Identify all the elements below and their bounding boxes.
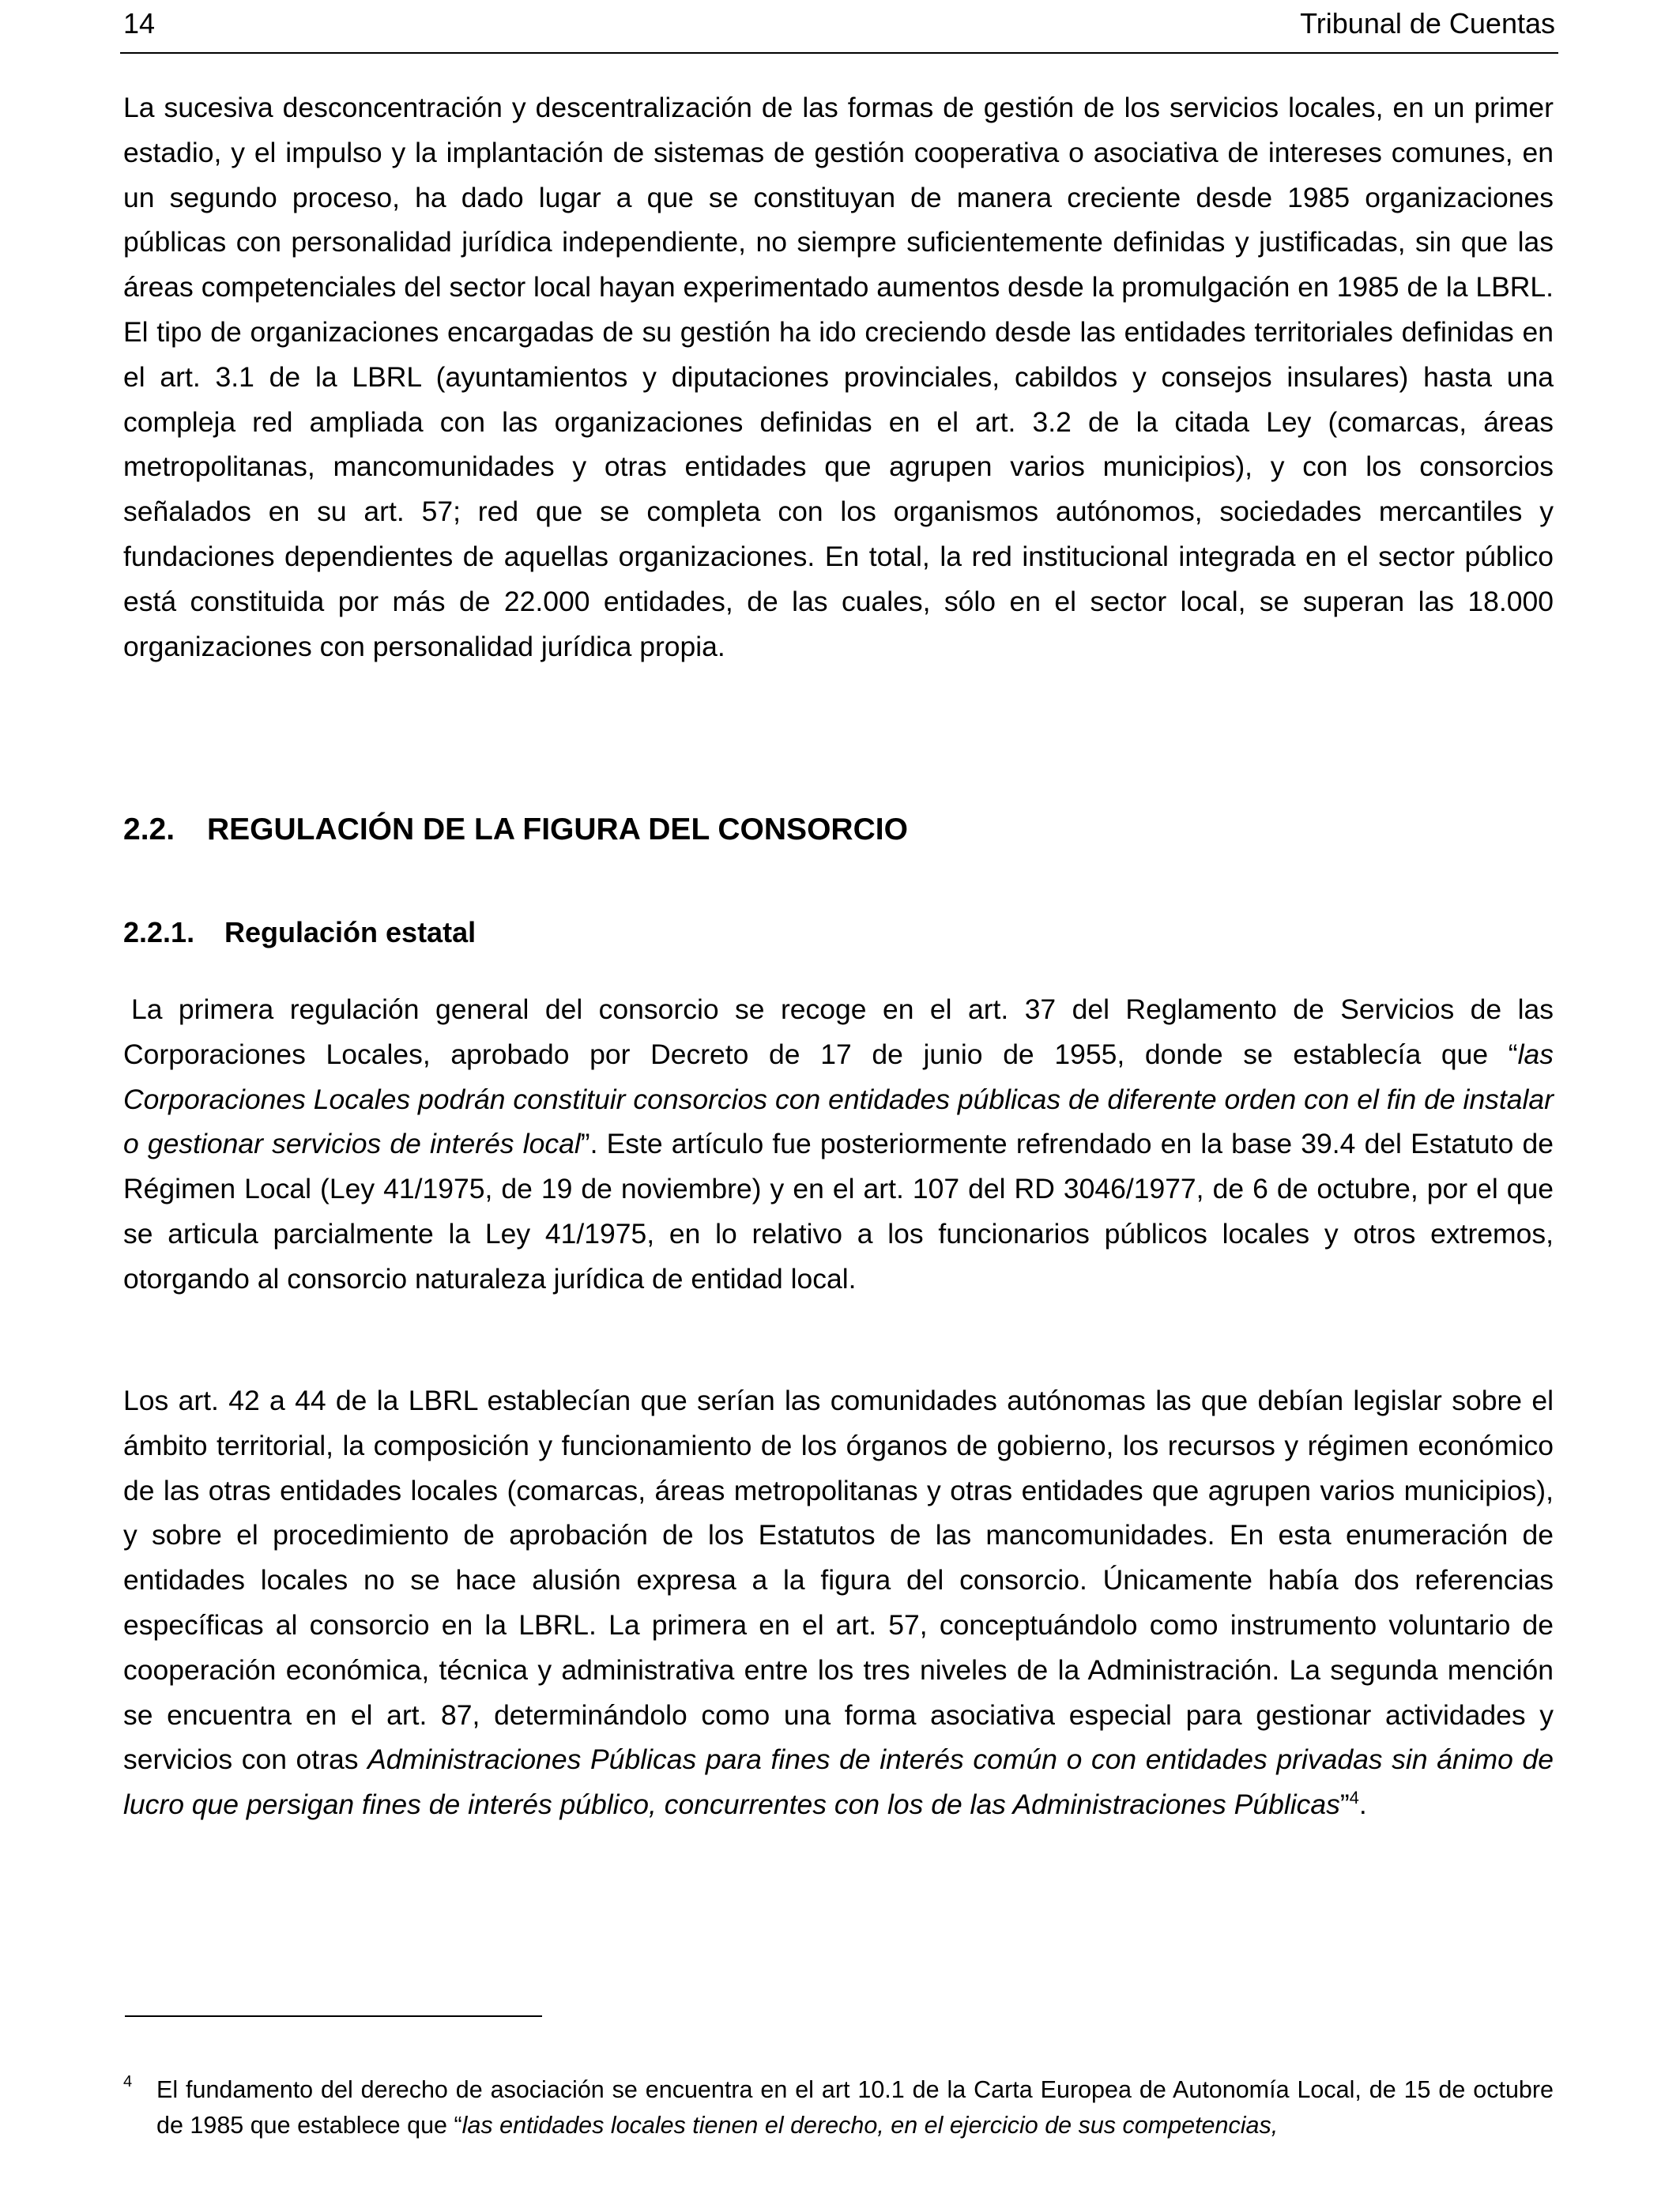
- footnote-reference[interactable]: 4: [1349, 1788, 1359, 1808]
- footnote-quote: las entidades locales tienen el derecho, en el ejercicio de sus competencias,: [461, 2112, 1279, 2139]
- subsection-title: Regulación estatal: [224, 916, 477, 948]
- footnote-mark: 4: [123, 2073, 133, 2090]
- paragraph-intro: [123, 85, 1554, 669]
- page-header: [120, 0, 1558, 54]
- footnote-text: [156, 2072, 1554, 2143]
- subsection-heading: [123, 910, 476, 955]
- footnote-separator: [125, 2015, 542, 2017]
- paragraph-lbrl-end: .: [1358, 1789, 1367, 1821]
- paragraph-state-regulation: [123, 987, 1554, 1302]
- section-number: 2.2.: [123, 812, 175, 846]
- quote-close: ”: [1339, 1789, 1350, 1821]
- section-heading: [123, 808, 908, 852]
- paragraph-state-regulation-tail: ”. Este artículo fue posteriormente refrendado en la base 39.4 del Estatuto de Régimen Local (Ley 41/1975, de 19 de noviembre) y en el art. 107 del RD 3046/1977, de 6 de octubre, por el que se articula parcialmente la Ley 41/1975, en lo relativo a los funcionarios públicos locales y otros extremos, otorgando al consorcio naturaleza jurídica de entidad local.: [123, 1128, 1554, 1295]
- quoted-regulation: las Corporaciones Locales podrán constituir consorcios con entidades públicas de diferente orden con el fin de instalar o gestionar servicios de interés local: [123, 1038, 1554, 1160]
- paragraph-state-regulation-lead: La primera regulación general del consorcio se recoge en el art. 37 del Reglamento de Servicios de las Corporaciones Locales, aprobado por Decreto de 17 de junio de 1955, donde se establecía que “: [123, 993, 1554, 1070]
- paragraph-lbrl-lead: Los art. 42 a 44 de la LBRL establecían que serían las comunidades autónomas las que debían legislar sobre el ámbito territorial, la composición y funcionamiento de los órganos de gobierno, los recursos y régimen económico de las otras entidades locales (comarcas, áreas metropolitanas y otras entidades que agrupen varios municipios), y sobre el procedimiento de aprobación de los Estatutos de las mancomunidades. En esta enumeración de entidades locales no se hace alusión expresa a la figura del consorcio. Únicamente había dos referencias específicas al consorcio en la LBRL. La primera en el art. 57, conceptuándolo como instrumento voluntario de cooperación económica, técnica y administrativa entre los tres niveles de la Administración. La segunda mención se encuentra en el art. 87, determinándolo como una forma asociativa especial para gestionar actividades y servicios con otras: [123, 1385, 1554, 1776]
- footnote-lead: El fundamento del derecho de asociación se encuentra en el art 10.1 de la Carta Europea de Autonomía Local, de 15 de octubre de 1985 que establece que “: [156, 2076, 1554, 2139]
- paragraph-intro-text: La sucesiva desconcentración y descentralización de las formas de gestión de los servicios locales, en un primer estadio, y el impulso y la implantación de sistemas de gestión cooperativa o asociativa de intereses comunes, en un segundo proceso, ha dado lugar a que se constituyan de manera creciente desde 1985 organizaciones públicas con personalidad jurídica independiente, no siempre suficientemente definidas y justificadas, sin que las áreas competenciales del sector local hayan experimentado aumentos desde la promulgación en 1985 de la LBRL. El tipo de organizaciones encargadas de su gestión ha ido creciendo desde las entidades territoriales definidas en el art. 3.1 de la LBRL (ayuntamientos y diputaciones provinciales, cabildos y consejos insulares) hasta una compleja red ampliada con las organizaciones definidas en el art. 3.2 de la citada Ley (comarcas, áreas metropolitanas, mancomunidades y otras entidades que agrupen varios municipios), y con los consorcios señalados en su art. 57; red que se completa con los organismos autónomos, sociedades mercantiles y fundaciones dependientes de aquellas organizaciones. En total, la red institucional integrada en el sector público está constituida por más de 22.000 entidades, de las cuales, sólo en el sector local, se superan las 18.000 organizaciones con personalidad jurídica propia.: [123, 92, 1554, 662]
- paragraph-lbrl: [123, 1378, 1554, 1827]
- footnote: [123, 2072, 1554, 2143]
- running-title: Tribunal de Cuentas: [1300, 7, 1555, 40]
- quoted-lbrl: Administraciones Públicas para fines de interés común o con entidades privadas sin ánimo de lucro que persigan fines de interés público, concurrentes con los de las Administraciones Públicas: [123, 1744, 1554, 1821]
- subsection-number: 2.2.1.: [123, 916, 195, 948]
- section-title: REGULACIÓN DE LA FIGURA DEL CONSORCIO: [207, 812, 908, 846]
- page-number: 14: [123, 7, 156, 40]
